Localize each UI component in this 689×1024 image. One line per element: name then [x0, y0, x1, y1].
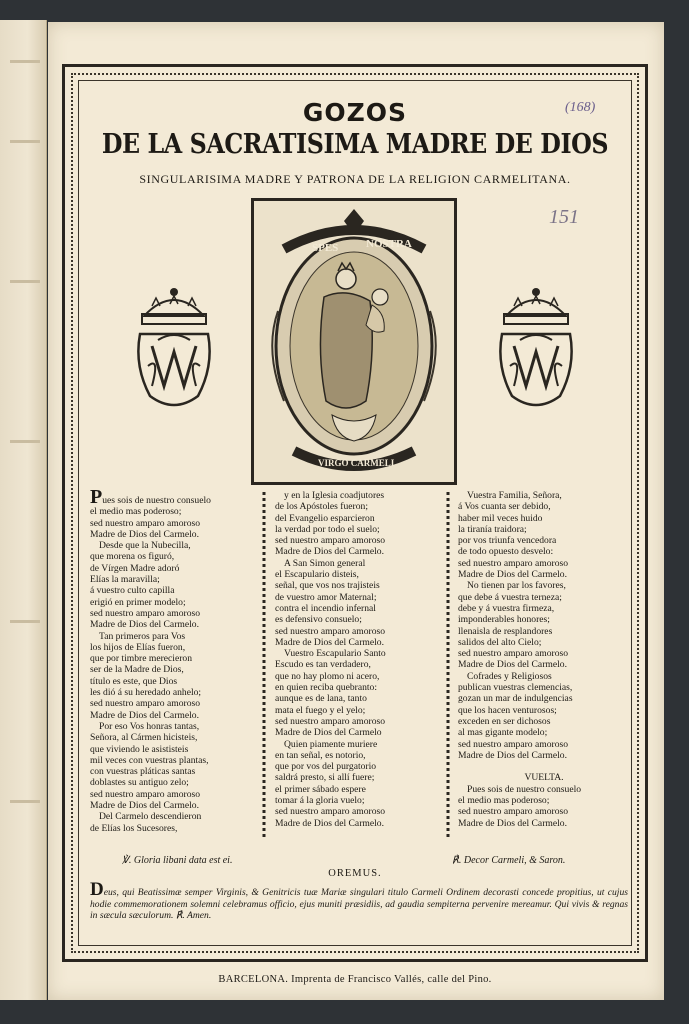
verse-line: [275, 603, 443, 614]
verse-line-text: título es este, que Dios: [90, 675, 178, 687]
verse-line-text: erigió en primer modelo;: [90, 596, 186, 608]
verse-line: [275, 626, 443, 637]
verse-line: [275, 501, 443, 512]
verse-line-text: de los Apóstoles fueron;: [275, 501, 368, 513]
verse-line-text: Madre de Dios del Carmelo.: [90, 528, 199, 540]
verse-line: [275, 524, 443, 535]
verse-columns: [90, 490, 626, 850]
verse-line-text: sed nuestro amparo amoroso: [275, 806, 386, 818]
verse-line: [458, 513, 630, 524]
verse-line-text: publican vuestras clemencias,: [458, 682, 573, 694]
verse-line: [458, 558, 630, 569]
verse-line-text: el medio mas poderoso;: [90, 506, 182, 518]
verse-line-text: Desde que la Nubecilla,: [99, 540, 191, 552]
verse-line-text: Madre de Dios del Carmelo.: [90, 800, 199, 812]
verse-column-1: [90, 490, 258, 834]
prayer-body: eus, qui Beatissimæ semper Virginis, & Genitricis tuæ Mariæ singulari titulo Carmeli Ordinem decorasti concede propitius, ut cujus hodie commemorationem solemni celebramus officio, ejus muniti præsidiis, ad gaudia sempiterna pervenire mereamur. Qui vivis & regnas in sæcula sæculorum. ℟. Amen.: [90, 887, 628, 921]
verse-line: [275, 592, 443, 603]
verse-line: [90, 506, 258, 517]
verse-line-text: que viviendo le asististeis: [90, 743, 189, 755]
verse-line: [275, 513, 443, 524]
verse-line: [275, 818, 443, 829]
verse-line: [458, 761, 630, 772]
verse-line-text: sed nuestro amparo amoroso: [275, 625, 386, 637]
verse-line: [90, 631, 258, 642]
verse-line: [458, 795, 630, 806]
verse-column-3: [458, 490, 630, 829]
verse-line: [90, 540, 258, 551]
verse-line-text: de todo opuesto desvelo:: [458, 546, 554, 558]
verse-line: [275, 614, 443, 625]
verse-line: [458, 535, 630, 546]
verse-line-text: ser de la Madre de Dios,: [90, 664, 184, 676]
verse-line: [275, 659, 443, 670]
verse-line-text: aunque es de lana, tanto: [275, 693, 367, 705]
verse-line: [90, 608, 258, 619]
verse-line: [275, 795, 443, 806]
verse-line-text: mata el fuego y el yelo;: [275, 704, 366, 716]
verse-line-text: Madre de Dios del Carmelo: [275, 727, 382, 739]
verse-line: [90, 755, 258, 766]
verse-line: [275, 716, 443, 727]
verse-line-text: Madre de Dios del Carmelo.: [275, 546, 384, 558]
verse-line-text: Elías la maravilla;: [90, 574, 160, 586]
verse-line-text: sed nuestro amparo amoroso: [275, 535, 386, 547]
verse-line-text: salidos del alto Cielo;: [458, 636, 542, 648]
verse-line: [275, 727, 443, 738]
verse-line: [90, 777, 258, 788]
verse-line-text: Quien piamente muriere: [284, 738, 378, 750]
verse-line: [458, 524, 630, 535]
verse-line-text: saldrá presto, si allí fuere;: [275, 772, 375, 784]
verse-line-text: que debe á vuestra terneza;: [458, 591, 562, 603]
verse-line: [458, 682, 630, 693]
verse-line: [458, 659, 630, 670]
verse-line: [458, 806, 630, 817]
verse-line: [458, 501, 630, 512]
verse-line-text: Madre de Dios del Carmelo.: [90, 709, 199, 721]
verse-line-text: la verdad por todo el suelo;: [275, 523, 380, 535]
verse-line: [458, 603, 630, 614]
verse-line: [90, 766, 258, 777]
verse-line-text: la tiranía traidora;: [458, 523, 527, 535]
verse-line-text: al mas gigante modelo;: [458, 727, 548, 739]
verse-line-text: que morena os figuró,: [90, 551, 175, 563]
verse-line-text: Madre de Dios del Carmelo.: [275, 817, 384, 829]
verse-line: [90, 653, 258, 664]
verse-line: [458, 818, 630, 829]
verse-line-text: señal, que vos nos trajisteis: [275, 580, 380, 592]
verse-line-text: de vuestro amor Maternal;: [275, 591, 377, 603]
verse-line: [90, 710, 258, 721]
verse-line-text: Escudo es tan verdadero,: [275, 659, 371, 671]
verse-line: [90, 619, 258, 630]
verse-line: [275, 637, 443, 648]
verse-line: [275, 784, 443, 795]
verse-line: [275, 490, 443, 501]
catalog-number: (168): [565, 100, 596, 115]
verse-line: [90, 664, 258, 675]
verse-line: [90, 823, 258, 834]
prayer-text: [90, 879, 628, 922]
verse-line-text: exceden en ser dichosos: [458, 715, 551, 727]
title-main: DE LA SACRATISIMA MADRE DE DIOS: [101, 129, 609, 160]
verse-line: [275, 682, 443, 693]
verse-line-text: llenaisla de resplandores: [458, 625, 553, 637]
oremus-heading: OREMUS.: [328, 868, 382, 879]
verse-line-text: No tienen par los favores,: [467, 580, 566, 592]
verse-line: [90, 698, 258, 709]
verse-line-text: sed nuestro amparo amoroso: [90, 517, 201, 529]
verse-line: [275, 558, 443, 569]
printer-imprint: BARCELONA. Imprenta de Francisco Vallés, calle del Pino.: [218, 974, 492, 985]
verse-line-text: el Escapulario disteis,: [275, 569, 359, 581]
verse-line-text: sed nuestro amparo amoroso: [458, 648, 569, 660]
verse-line: [458, 580, 630, 591]
verse-line: [458, 614, 630, 625]
verse-line: [458, 592, 630, 603]
verse-line-text: que por vos del purgatorio: [275, 761, 377, 773]
verse-line: [275, 761, 443, 772]
madonna-and-child-icon: [254, 201, 454, 482]
verse-line-text: de Vírgen Madre adoró: [90, 562, 180, 574]
verse-line-text: haber mil veces huido: [458, 512, 543, 524]
verse-line-text: á vuestro culto capilla: [90, 585, 175, 597]
prayer-dropcap: D: [90, 879, 104, 900]
title-gozos: GOZOS: [302, 98, 408, 127]
verse-line: [275, 693, 443, 704]
svg-text:NOSTRA: NOSTRA: [366, 238, 412, 250]
verse-line: [458, 727, 630, 738]
facing-page-edge: [0, 20, 47, 1000]
verse-line-text: imponderables honores;: [458, 614, 550, 626]
verse-line-text: sed nuestro amparo amoroso: [90, 607, 201, 619]
verse-line-text: por vos triunfa vencedora: [458, 535, 557, 547]
verse-line-text: que los hacen venturosos;: [458, 704, 557, 716]
verse-line-text: en tan señal, es notorio,: [275, 749, 366, 761]
verse-line-text: les dió á su heredado anhelo;: [90, 687, 202, 699]
verse-line: [90, 585, 258, 596]
verse-line: [90, 721, 258, 732]
verse-line: [275, 739, 443, 750]
column-ornament-divider-1: [260, 492, 268, 837]
verse-line-text: sed nuestro amparo amoroso: [275, 715, 386, 727]
verse-line: [458, 772, 630, 783]
verse-line-text: Madre de Dios del Carmelo.: [458, 817, 567, 829]
verse-line: [90, 563, 258, 574]
verse-line-text: que por timbre merecieron: [90, 653, 193, 665]
verse-line: [458, 546, 630, 557]
verse-line: [90, 597, 258, 608]
verse-line-text: A San Simon general: [284, 557, 366, 569]
verse-line: [458, 705, 630, 716]
verse-line: [275, 569, 443, 580]
verse-line-text: Madre de Dios del Carmelo.: [458, 569, 567, 581]
verse-line-text: Tan primeros para Vos: [99, 630, 186, 642]
verse-line: [275, 535, 443, 546]
verse-line: [90, 676, 258, 687]
verse-line-text: sed nuestro amparo amoroso: [458, 738, 569, 750]
verse-line: [90, 789, 258, 800]
verse-line: [90, 551, 258, 562]
verse-line-text: Madre de Dios del Carmelo.: [275, 636, 384, 648]
verse-line-text: el primer sábado espere: [275, 783, 366, 795]
verse-line-text: gozan un mar de indulgencias: [458, 693, 573, 705]
verse-line-text: sed nuestro amparo amoroso: [90, 788, 201, 800]
verse-line: [275, 580, 443, 591]
virgin-of-carmel-engraving: [251, 198, 457, 485]
verse-line: [458, 739, 630, 750]
verse-line-text: Vuestra Familia, Señora,: [467, 490, 562, 501]
column-ornament-divider-2: [444, 492, 452, 837]
verse-line: [275, 705, 443, 716]
verse-line: [90, 687, 258, 698]
verse-line-text: Madre de Dios del Carmelo.: [458, 749, 567, 761]
verse-line-text: sed nuestro amparo amoroso: [458, 806, 569, 818]
verse-line: [90, 732, 258, 743]
verse-line-text: en quien reciba quebranto:: [275, 682, 378, 694]
crowned-monogram-crest-right-icon: [492, 286, 580, 416]
verse-line: [458, 569, 630, 580]
verse-line-text: con vuestras pláticas santas: [90, 766, 196, 778]
verse-line-text: de Elías los Sucesores,: [90, 822, 178, 834]
verse-line: [275, 750, 443, 761]
verse-line-text: Vuestro Escapulario Santo: [284, 648, 386, 660]
verse-line-text: los hijos de Elías fueron,: [90, 641, 186, 653]
verse-line: [458, 490, 630, 501]
verse-line: [458, 626, 630, 637]
verse-line: [90, 529, 258, 540]
verse-line: [275, 648, 443, 659]
verse-line-text: Del Carmelo descendieron: [99, 811, 202, 823]
verse-line: [90, 518, 258, 529]
verse-line: [458, 648, 630, 659]
verse-line-text: y en la Iglesia coadjutores: [284, 490, 385, 501]
verse-line-text: Cofrades y Religiosos: [467, 670, 552, 682]
verse-line-text: Madre de Dios del Carmelo.: [90, 619, 199, 631]
verse-line: [458, 750, 630, 761]
verse-line: [458, 693, 630, 704]
verse-line: [275, 806, 443, 817]
verse-line-text: del Evangelio esparcieron: [275, 512, 375, 524]
verse-column-2: [275, 490, 443, 829]
verse-line-text: es defensivo consuelo;: [275, 614, 362, 626]
verse-line-text: tomar á la gloria vuelo;: [275, 795, 365, 807]
verse-line: [458, 671, 630, 682]
verse-line-text: Señora, al Cármen hicisteis,: [90, 732, 198, 744]
crowned-monogram-crest-left-icon: [130, 286, 218, 416]
verse-line: [275, 772, 443, 783]
verse-line: [275, 546, 443, 557]
versicle: ℣. Gloria libani data est ei.: [122, 855, 233, 866]
response: ℟. Decor Carmeli, & Saron.: [452, 855, 566, 866]
verse-line: [90, 574, 258, 585]
verse-line: [458, 716, 630, 727]
verse-line-text: sed nuestro amparo amoroso: [90, 698, 201, 710]
verse-line: [458, 784, 630, 795]
verse-line-text: sed nuestro amparo amoroso: [458, 557, 569, 569]
verse-line: [90, 642, 258, 653]
verse-line-text: que no hay plomo ni acero,: [275, 670, 380, 682]
svg-text:SPES: SPES: [312, 242, 339, 254]
verse-line: [458, 637, 630, 648]
verse-line-text: ues sois de nuestro consuelo: [102, 495, 211, 506]
svg-text:VIRGO CARMELI: VIRGO CARMELI: [318, 458, 395, 468]
verse-line-text: Por eso Vos honras tantas,: [99, 720, 200, 732]
verse-dropcap: P: [90, 490, 103, 507]
verse-line-text: el medio mas poderoso;: [458, 795, 550, 807]
subtitle: SINGULARISIMA MADRE Y PATRONA DE LA RELIGION CARMELITANA.: [139, 172, 571, 186]
verse-line-text: á Vos cuanta ser debido,: [458, 501, 551, 513]
verse-line-text: VUELTA.: [524, 772, 564, 784]
verse-line-text: mil veces con vuestras plantas,: [90, 754, 209, 766]
verse-line: [90, 811, 258, 822]
verse-line-text: Madre de Dios del Carmelo.: [458, 659, 567, 671]
verse-line: [90, 744, 258, 755]
verse-line-text: contra el incendio infernal: [275, 602, 376, 614]
verse-line: [90, 800, 258, 811]
verse-line: [90, 490, 258, 506]
verse-line-text: Pues sois de nuestro consuelo: [467, 783, 582, 795]
pencil-number: 151: [549, 206, 579, 228]
verse-line: [275, 671, 443, 682]
verse-line-text: doblastes su antiguo zelo;: [90, 777, 189, 789]
verse-line-text: debe y á vuestra firmeza,: [458, 602, 555, 614]
